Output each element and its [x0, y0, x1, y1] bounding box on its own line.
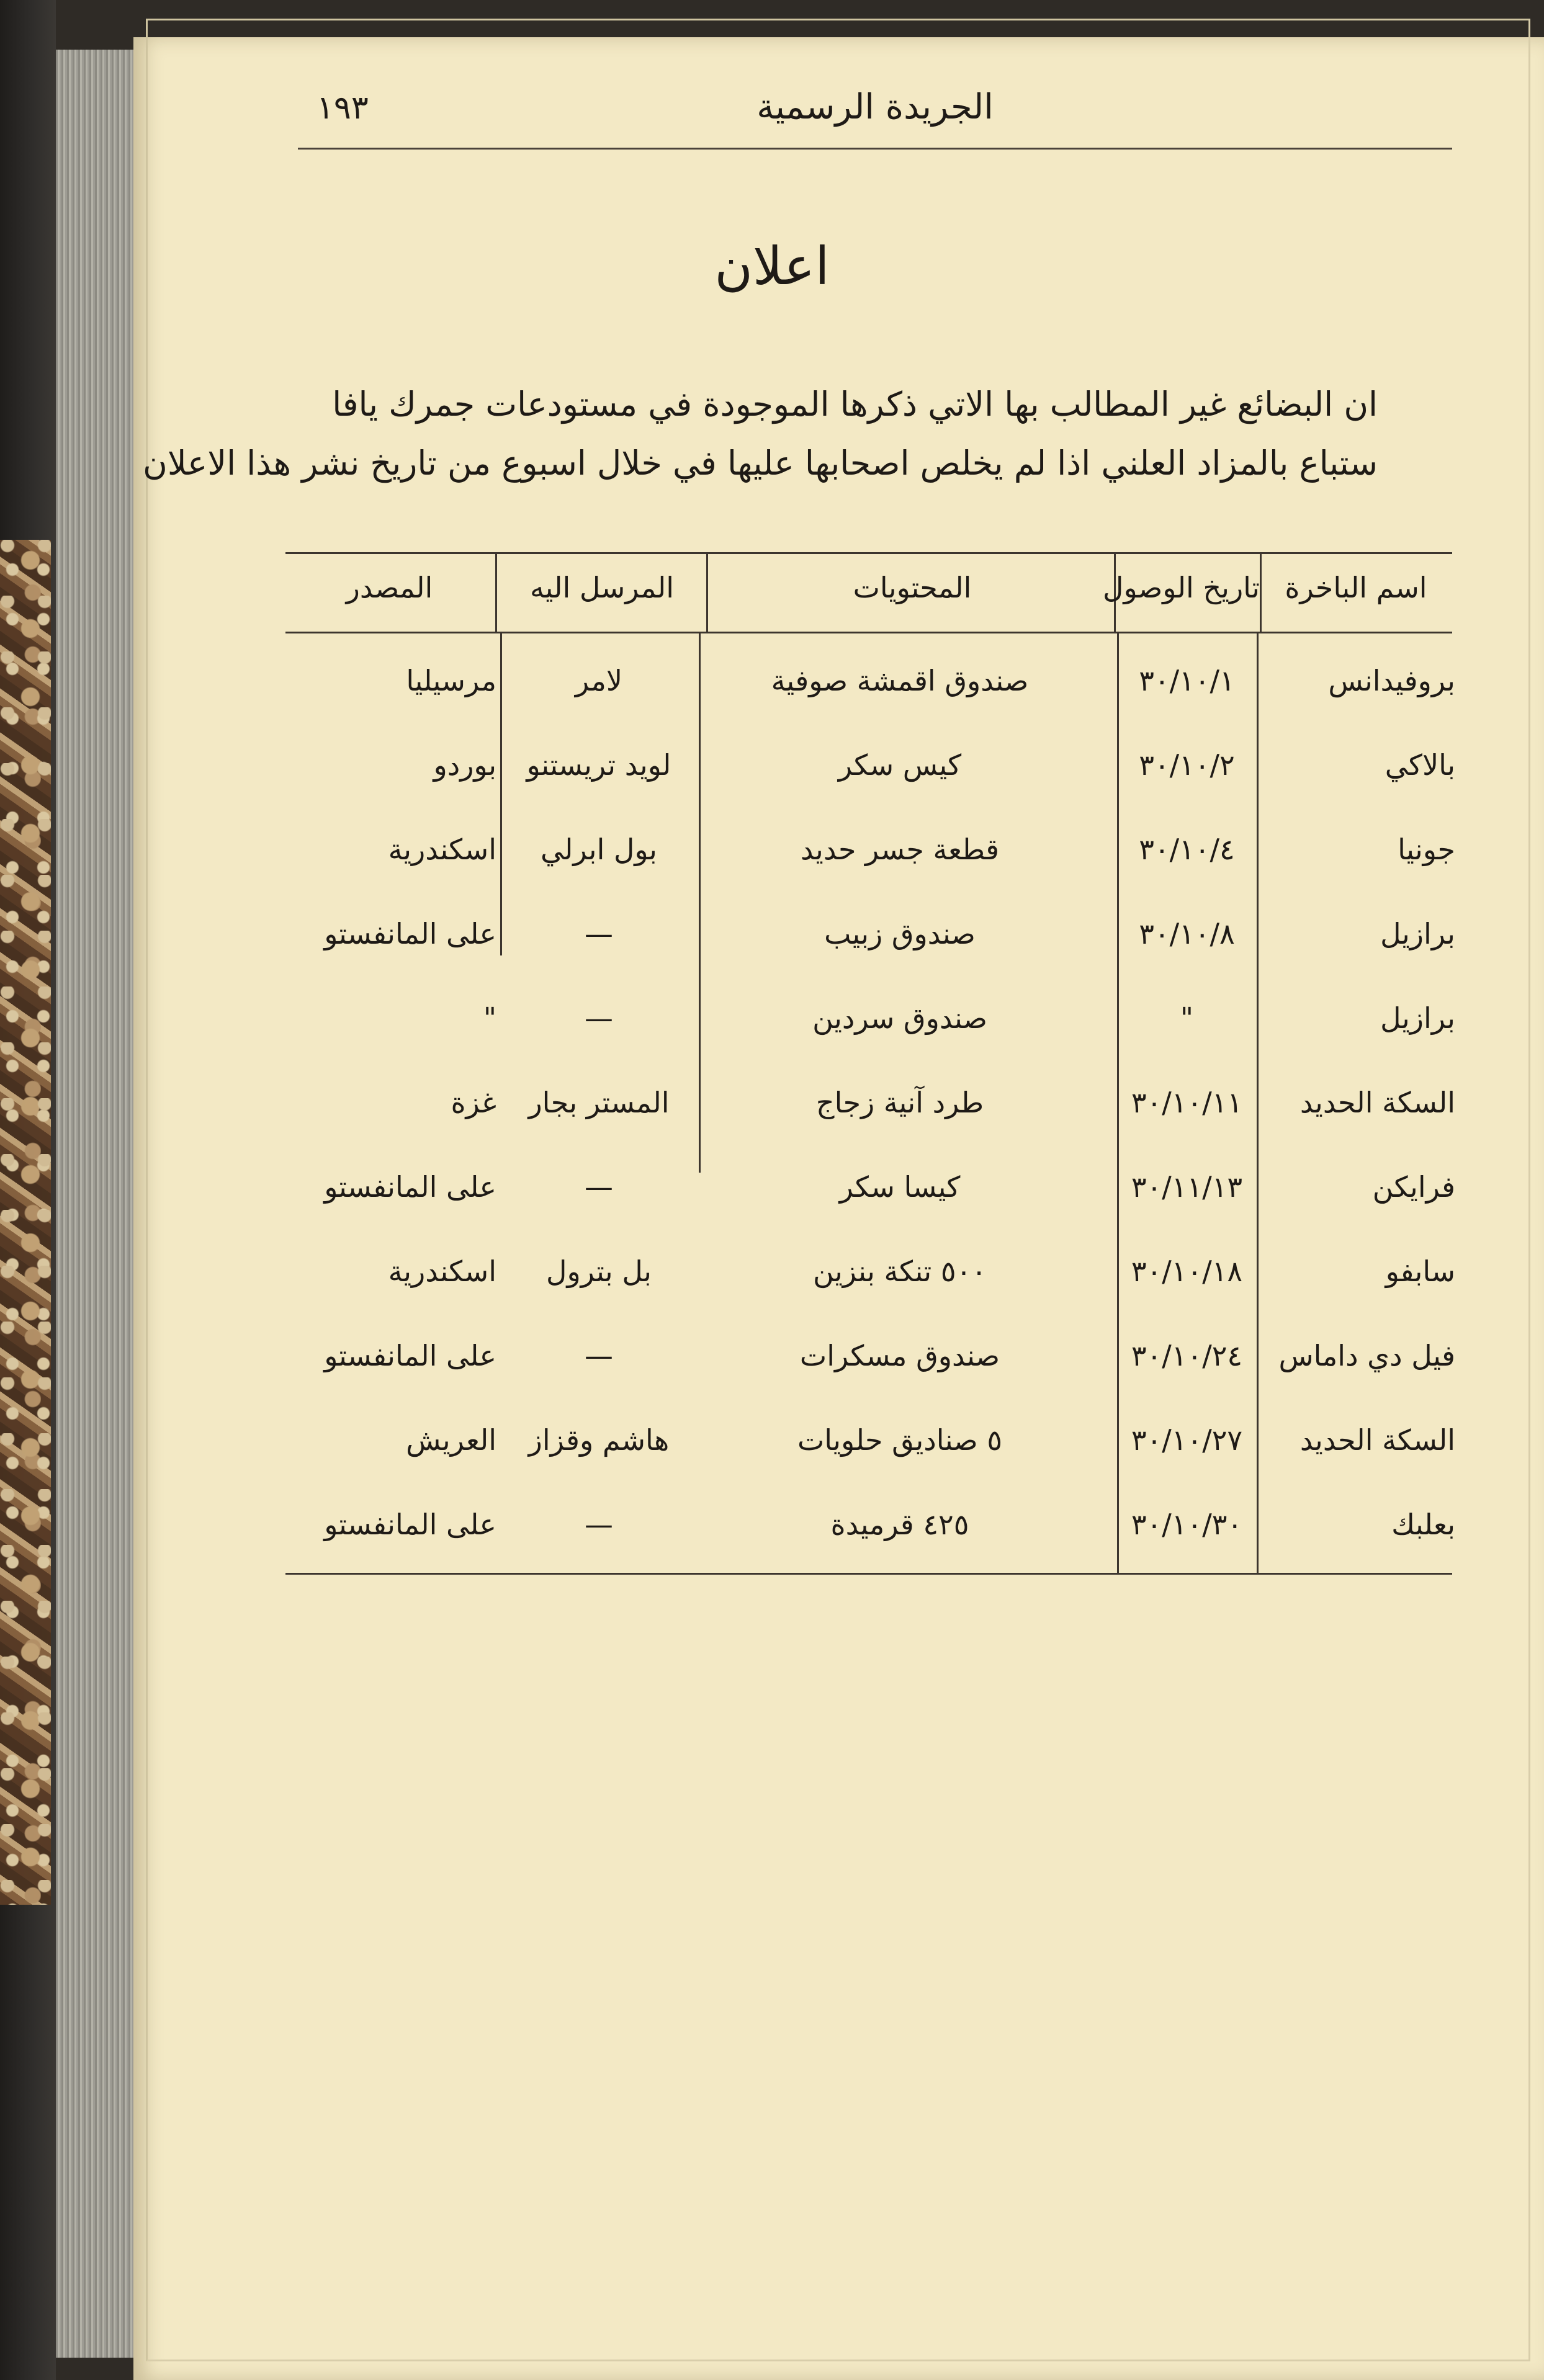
cell-contents: صندوق اقمشة صوفية — [771, 664, 1029, 697]
column-header-ship: اسم الباخرة — [1285, 571, 1427, 604]
notice-intro-line-1: ان البضائع غير المطالب بها الاتي ذكرها الموجودة في مستودعات جمرك يافا — [332, 385, 1378, 424]
cell-contents: ٥ صناديق حلويات — [797, 1423, 1003, 1457]
cell-origin: غزة — [451, 1086, 496, 1119]
column-divider — [495, 552, 497, 632]
cell-origin: على المانفستو — [324, 917, 496, 951]
cell-consignee: — — [585, 1508, 613, 1541]
cell-contents: صندوق زبيب — [824, 917, 976, 951]
marbled-cover-edge — [0, 540, 51, 1905]
header-rule — [298, 148, 1452, 150]
column-divider — [699, 633, 701, 1173]
cell-consignee: — — [585, 917, 613, 951]
cell-ship: السكة الحديد — [1299, 1086, 1455, 1119]
column-divider — [706, 552, 708, 632]
cell-contents: ٥٠٠ تنكة بنزين — [812, 1255, 987, 1288]
cell-origin: مرسيليا — [406, 664, 496, 697]
cell-consignee: — — [585, 1170, 613, 1204]
cell-contents: صندوق سردين — [812, 1001, 987, 1035]
notice-intro-line-2: ستباع بالمزاد العلني اذا لم يخلص اصحابها عليها في خلال اسبوع من تاريخ نشر هذا الاعلان — [143, 444, 1378, 483]
cell-arrival-date: ٣٠/١٠/٤ — [1139, 833, 1235, 866]
cell-origin: على المانفستو — [324, 1508, 496, 1541]
cell-arrival-date: ٣٠/١٠/١٨ — [1131, 1255, 1243, 1288]
cell-contents: طرد آنية زجاج — [815, 1086, 984, 1119]
table-bottom-rule — [285, 1573, 1452, 1575]
page-number: ١٩٣ — [316, 89, 369, 127]
cell-arrival-date: ٣٠/١٠/١١ — [1131, 1086, 1243, 1119]
cell-consignee: بل بترول — [546, 1255, 652, 1288]
cell-contents: ٤٢٥ قرميدة — [830, 1508, 969, 1541]
column-divider — [500, 633, 502, 955]
cell-ship: فيل دي داماس — [1278, 1339, 1455, 1372]
cell-ship: بروفيدانس — [1328, 664, 1455, 697]
cell-consignee: — — [585, 1001, 613, 1035]
cell-ship: فرايكن — [1372, 1170, 1455, 1204]
cell-arrival-date: ٣٠/١٠/٢ — [1139, 748, 1235, 782]
column-header-arrival-date: تاريخ الوصول — [1103, 571, 1260, 604]
cell-consignee: لويد تريستنو — [526, 748, 671, 782]
cell-contents: كيس سكر — [838, 748, 962, 782]
cell-origin: العريش — [406, 1423, 496, 1457]
cell-arrival-date: " — [1180, 1001, 1194, 1035]
cell-ship: برازيل — [1380, 1001, 1455, 1035]
cell-ship: سابفو — [1385, 1255, 1455, 1288]
cell-ship: جونيا — [1398, 833, 1455, 866]
column-header-contents: المحتويات — [853, 571, 972, 604]
cell-consignee: — — [585, 1339, 613, 1372]
cell-arrival-date: ٣٠/١٠/٢٤ — [1131, 1339, 1243, 1372]
gazette-title: الجريدة الرسمية — [756, 87, 994, 127]
cell-ship: بعلبك — [1391, 1508, 1455, 1541]
cell-origin: بوردو — [433, 748, 496, 782]
cell-origin: اسكندرية — [388, 833, 496, 866]
cell-arrival-date: ٣٠/١٠/١ — [1139, 664, 1235, 697]
table-header-rule — [285, 632, 1452, 633]
cell-ship: بالاكي — [1385, 748, 1455, 782]
column-divider — [1260, 552, 1262, 632]
column-header-consignee: المرسل اليه — [529, 571, 675, 604]
cell-origin: على المانفستو — [324, 1170, 496, 1204]
cell-consignee: هاشم وقزاز — [528, 1423, 670, 1457]
cell-arrival-date: ٣٠/١٠/٢٧ — [1131, 1423, 1243, 1457]
column-divider — [1117, 633, 1119, 1573]
cell-origin: " — [483, 1001, 496, 1035]
cell-consignee: المستر بجار — [528, 1086, 670, 1119]
column-divider — [1257, 633, 1259, 1573]
unclaimed-goods-table — [285, 552, 1455, 1588]
cell-origin: على المانفستو — [324, 1339, 496, 1372]
cell-ship: السكة الحديد — [1299, 1423, 1455, 1457]
running-head — [298, 87, 1452, 155]
cell-arrival-date: ٣٠/١١/١٣ — [1131, 1170, 1243, 1204]
column-header-origin: المصدر — [346, 571, 433, 604]
cell-contents: كيسا سكر — [839, 1170, 961, 1204]
notice-title: اعلان — [714, 236, 830, 297]
cell-ship: برازيل — [1380, 917, 1455, 951]
cell-consignee: لامر — [575, 664, 623, 697]
cell-consignee: بول ابرلي — [541, 833, 657, 866]
cell-origin: اسكندرية — [388, 1255, 496, 1288]
cell-contents: قطعة جسر حديد — [800, 833, 1000, 866]
cell-arrival-date: ٣٠/١٠/٨ — [1139, 917, 1235, 951]
cell-arrival-date: ٣٠/١٠/٣٠ — [1131, 1508, 1243, 1541]
cell-contents: صندوق مسكرات — [799, 1339, 1000, 1372]
table-top-rule — [285, 552, 1452, 554]
